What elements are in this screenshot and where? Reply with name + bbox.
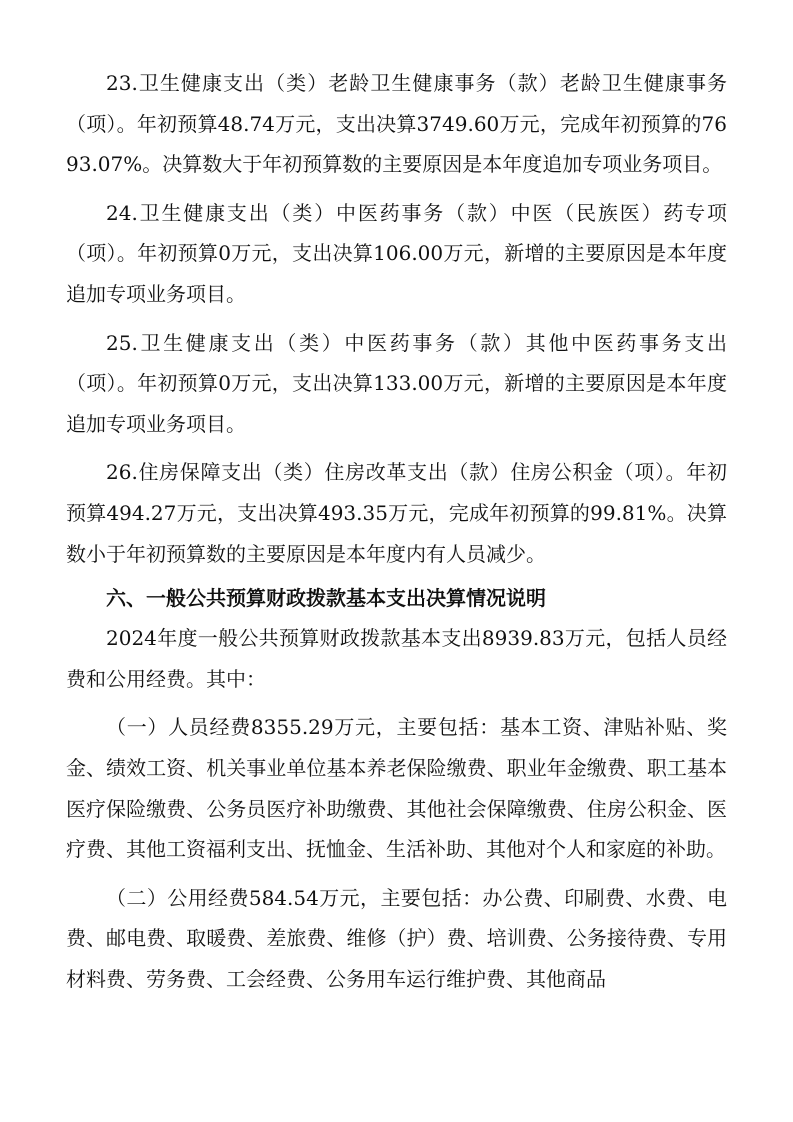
paragraph-item-25: 25.卫生健康支出（类）中医药事务（款）其他中医药事务支出（项）。年初预算0万元，支出决算133.00万元，新增的主要原因是本年度追加专项业务项目。 [66, 330, 727, 436]
paragraph-item-24: 24.卫生健康支出（类）中医药事务（款）中医（民族医）药专项（项）。年初预算0万元，支出决算106.00万元，新增的主要原因是本年度追加专项业务项目。 [66, 200, 727, 306]
paragraph-item-26: 26.住房保障支出（类）住房改革支出（款）住房公积金（项）。年初预算494.27万元，支出决算493.35万元，完成年初预算的99.81%。决算数小于年初预算数的主要原因是本年度内有人员减少。 [66, 460, 727, 566]
paragraph-personnel-expenses: （一）人员经费8355.29万元，主要包括：基本工资、津贴补贴、奖金、绩效工资、机关事业单位基本养老保险缴费、职业年金缴费、职工基本医疗保险缴费、公务员医疗补助缴费、其他社会保障缴费、住房公积金、医疗费、其他工资福利支出、抚恤金、生活补助、其他对个人和家庭的补助。 [66, 715, 727, 862]
section-heading-6: 六、一般公共预算财政拨款基本支出决算情况说明 [106, 586, 546, 611]
paragraph-basic-expenditure-intro: 2024年度一般公共预算财政拨款基本支出8939.83万元，包括人员经费和公用经费。其中： [66, 626, 727, 691]
paragraph-item-23: 23.卫生健康支出（类）老龄卫生健康事务（款）老龄卫生健康事务（项）。年初预算48.74万元，支出决算3749.60万元，完成年初预算的7693.07%。决算数大于年初预算数的主要原因是本年度追加专项业务项目。 [66, 71, 727, 177]
paragraph-public-expenses: （二）公用经费584.54万元，主要包括：办公费、印刷费、水费、电费、邮电费、取暖费、差旅费、维修（护）费、培训费、公务接待费、专用材料费、劳务费、工会经费、公务用车运行维护费、其他商品 [66, 885, 727, 991]
